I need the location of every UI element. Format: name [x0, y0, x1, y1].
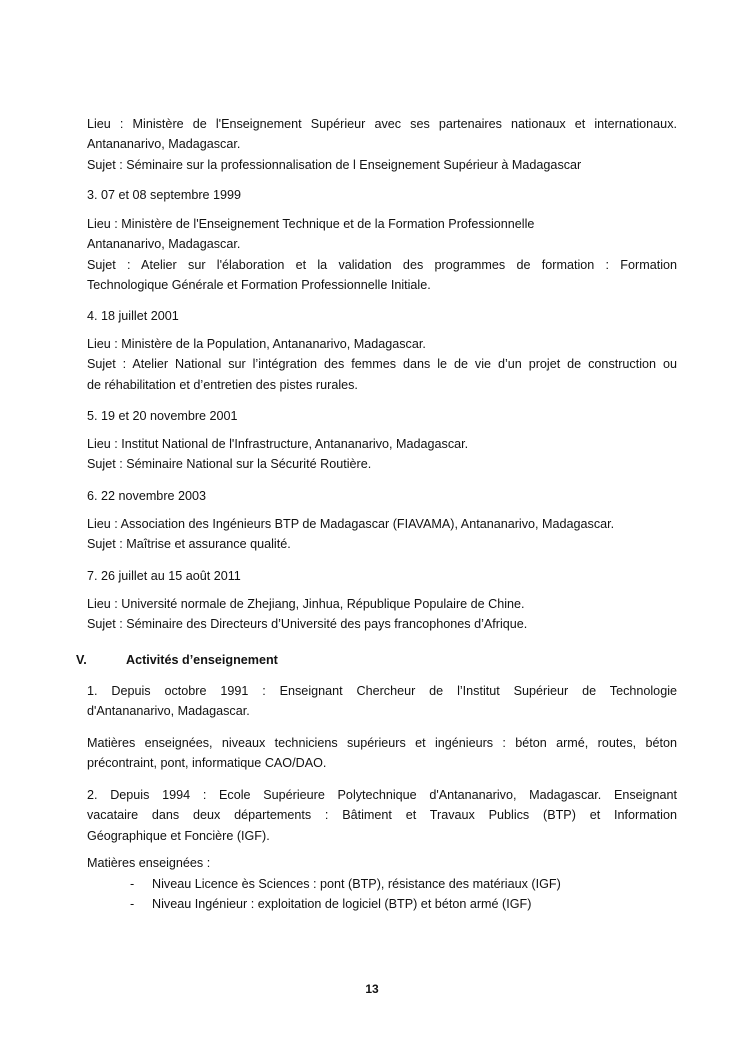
- text-line: précontraint, pont, informatique CAO/DAO.: [87, 756, 327, 771]
- item-3-title: 3. 07 et 08 septembre 1999: [87, 188, 242, 202]
- text-line: Sujet : Atelier National sur l’intégration des femmes dans le de vie d’un projet de construction ou: [87, 357, 677, 372]
- item-3-details: [87, 214, 677, 295]
- bullet-text: Niveau Ingénieur : exploitation de logiciel (BTP) et béton armé (IGF): [152, 897, 532, 911]
- text-line: 1. Depuis octobre 1991 : Enseignant Chercheur de l’Institut Supérieur de Technologie: [87, 684, 677, 698]
- text-line: 2. Depuis 1994 : Ecole Supérieure Polytechnique d'Antananarivo, Madagascar. Enseignant: [87, 788, 677, 802]
- item-6-details: [87, 514, 677, 555]
- item-4-title: 4. 18 juillet 2001: [87, 309, 179, 323]
- text-line: Sujet : Séminaire National sur la Sécurité Routière.: [87, 457, 372, 472]
- text-line: Sujet : Séminaire sur la professionnalisation de l Enseignement Supérieur à Madagascar: [87, 157, 582, 172]
- teaching-2: [87, 785, 677, 846]
- text-line: Sujet : Atelier sur l'élaboration et la validation des programmes de formation : Formation: [87, 257, 677, 272]
- section-title: Activités d’enseignement: [126, 653, 278, 667]
- teaching-1: [87, 681, 677, 722]
- item-7-details: [87, 594, 677, 635]
- item-5-details: [87, 434, 677, 475]
- text-line: Lieu : Association des Ingénieurs BTP de Madagascar (FIAVAMA), Antananarivo, Madagascar.: [87, 517, 615, 531]
- text-line: Lieu : Ministère de la Population, Antananarivo, Madagascar.: [87, 337, 426, 351]
- text-line: Lieu : Ministère de l'Enseignement Supérieur avec ses partenaires nationaux et internationaux.: [87, 117, 677, 131]
- text-line: Matières enseignées, niveaux techniciens supérieurs et ingénieurs : béton armé, routes, béton: [87, 736, 677, 750]
- section-heading: [76, 650, 278, 670]
- teaching-2-subjects-label: Matières enseignées :: [87, 856, 211, 870]
- text-line: Technologique Générale et Formation Professionnelle Initiale.: [87, 277, 431, 292]
- text-line: Lieu : Ministère de l'Enseignement Technique et de la Formation Professionnelle: [87, 217, 535, 231]
- item-7-title: 7. 26 juillet au 15 août 2011: [87, 569, 241, 583]
- item-2-details: [87, 114, 677, 175]
- text-line: Antananarivo, Madagascar.: [87, 237, 241, 252]
- text-line: Géographique et Foncière (IGF).: [87, 828, 270, 843]
- text-line: Lieu : Université normale de Zhejiang, Jinhua, République Populaire de Chine.: [87, 597, 525, 611]
- item-4-details: [87, 334, 677, 395]
- text-line: Antananarivo, Madagascar.: [87, 137, 241, 152]
- bullet-marker: -: [130, 897, 135, 911]
- item-6-title: 6. 22 novembre 2003: [87, 489, 207, 503]
- text-line: vacataire dans deux départements : Bâtiment et Travaux Publics (BTP) et Information: [87, 808, 677, 823]
- text-line: de réhabilitation et d’entretien des pistes rurales.: [87, 377, 358, 392]
- item-5-title: 5. 19 et 20 novembre 2001: [87, 409, 238, 423]
- text-line: Sujet : Maîtrise et assurance qualité.: [87, 537, 291, 552]
- bullet-text: Niveau Licence ès Sciences : pont (BTP), résistance des matériaux (IGF): [152, 877, 561, 891]
- text-line: Lieu : Institut National de l'Infrastructure, Antananarivo, Madagascar.: [87, 437, 469, 451]
- text-line: d'Antananarivo, Madagascar.: [87, 704, 250, 719]
- bullet-marker: -: [130, 877, 135, 891]
- teaching-1-subjects: [87, 733, 677, 774]
- bullet-item: [130, 894, 531, 914]
- page-number: 13: [365, 982, 379, 996]
- bullet-item: [130, 874, 561, 894]
- text-line: Sujet : Séminaire des Directeurs d’Université des pays francophones d’Afrique.: [87, 617, 528, 632]
- section-number: V.: [76, 653, 87, 667]
